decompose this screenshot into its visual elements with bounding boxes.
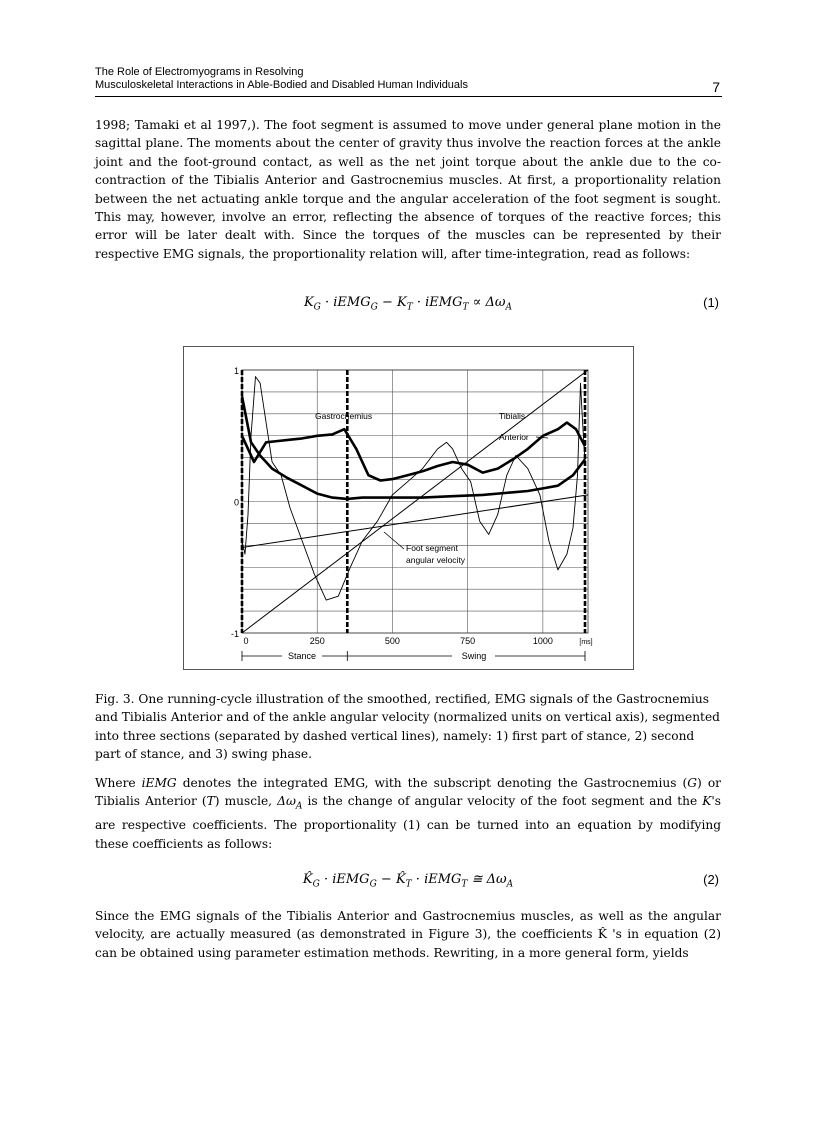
equation-2 <box>95 872 721 894</box>
annotation-anterior: Anterior <box>499 432 529 442</box>
header-line-1: The Role of Electromyograms in Resolving <box>95 66 304 78</box>
series-gastrocnemius <box>242 423 585 481</box>
equation-1-body: $K_G$ · iEMG$_G$ − $K_T$ · iEMG$_T$ ∝ $\Delta\omega_A$ <box>303 295 513 313</box>
y-tick-label: 0 <box>233 497 239 508</box>
p2-text-4: ) muscle, <box>214 794 278 809</box>
header-line-2: Musculoskeletal Interactions in Able-Bodied and Disabled Human Individuals <box>95 79 468 91</box>
x-tick-label: 1000 <box>532 636 553 646</box>
annotation-pointer <box>384 532 404 549</box>
series-foot-segment-angular-velocity <box>242 495 588 548</box>
p2-iemg: iEMG <box>141 776 177 790</box>
p2-t: T <box>206 794 215 809</box>
annotation-angular-velocity: angular velocity <box>406 555 466 565</box>
figure-caption: Fig. 3. One running-cycle illustration of the smoothed, rectified, EMG signals of the Gastrocnemius and Tibialis Anterior and of the ankle angular velocity (normalized units on vertical axis), segmented into three sections (separated by dashed vertical lines), namely: 1) first part of stance, 2) second part of stance, and 3) swing phase. <box>95 692 720 762</box>
series-raw-trace <box>242 377 585 600</box>
p2-text-1: Where <box>95 776 142 790</box>
annotation-tibialis: Tibialis <box>499 411 526 421</box>
p2-text-2: denotes the integrated EMG, with the subscript denoting the Gastrocnemius ( <box>176 776 688 790</box>
x-tick-label: 0 <box>243 636 249 646</box>
x-tick-label: 500 <box>384 636 400 646</box>
phase-label-stance: Stance <box>287 651 317 661</box>
paragraph-1: 1998; Tamaki et al 1997,). The foot segment is assumed to move under general plane motion in the sagittal plane. The moments about the center of gravity thus involve the reaction forces at the ankle joint and the foot-ground contact, as well as the net joint torque about the ankle due to the co-contraction of the Tibialis Anterior and Gastrocnemius muscles. At first, a proportionality relation between the net actuating ankle torque and the angular acceleration of the foot segment is sought. This may, however, involve an error, reflecting the absence of torques of the reactive forces; this error will be later dealt with. Since the torques of the muscles can be represented by their respective EMG signals, the proportionality relation will, after time-integration, read as follows: <box>95 118 721 261</box>
page-number: 7 <box>712 79 720 95</box>
x-tick-label: 250 <box>309 636 325 646</box>
p2-text-5: is the change of angular velocity of the foot segment and the <box>302 794 703 809</box>
equation-2-number: (2) <box>703 872 719 887</box>
annotation-gastrocnemius: Gastrocnemius <box>315 411 373 421</box>
x-unit-label: [ms] <box>579 639 593 646</box>
phase-label-swing: Swing <box>461 651 487 661</box>
p2-text-6: 's are respective coefficients. The proportionality (1) can be turned into an equation by modifying these coefficients as follows: <box>95 794 722 851</box>
equation-1-number: (1) <box>703 295 719 310</box>
p2-k: K <box>702 794 712 809</box>
y-tick-label: 1 <box>233 366 239 376</box>
x-tick-label: 750 <box>460 636 476 646</box>
p2-g: G <box>687 776 698 790</box>
annotation-foot-segment: Foot segment <box>406 543 458 553</box>
paragraph-3: Since the EMG signals of the Tibialis Anterior and Gastrocnemius muscles, as well as the angular velocity, are actually measured (as demonstrated in Figure 3), the coefficients K̂ 's in equation (2) can be obtained using parameter estimation methods. Rewriting, in a more general form, yields <box>95 909 721 960</box>
equation-2-body: $K̂_G$ · iEMG$_G$ − $K̂_T$ · iEMG$_T$ ≅ $\Delta\omega_A$ <box>302 872 514 890</box>
p2-delta-omega: $\Delta\omega_A$ <box>277 794 303 812</box>
y-tick-label: -1 <box>230 629 239 639</box>
paragraph-2 <box>95 774 721 853</box>
annotation-pointer <box>536 437 548 438</box>
p2-text-3: ) or Tibialis Anterior ( <box>95 776 721 809</box>
